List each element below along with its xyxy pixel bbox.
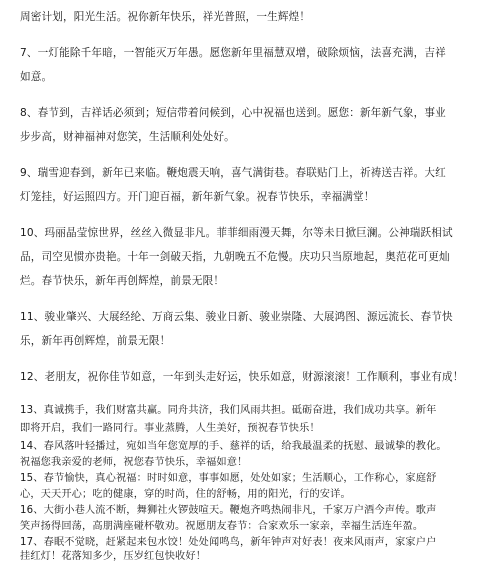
text-line: 周密计划，阳光生活。祝你新年快乐，祥光普照，一生辉煌！	[20, 11, 311, 23]
text-line: 7、一灯能除千年暗，一智能灭万年愚。愿您新年里福慧双增，破除烦恼，法喜充满，吉祥	[20, 47, 446, 59]
text-line: 如意。	[20, 71, 53, 83]
text-line: 灯笼挂，好运照四方。开门迎百福，新年新气象。祝春节快乐，幸福满堂！	[20, 191, 375, 203]
text-line: 11、骏业肇兴、大展经纶、万商云集、骏业日新、骏业崇隆、大展鸿图、源远流长、春节快	[20, 311, 453, 323]
text-line: 15、春节愉快，真心祝福：时时如意，事事如愿，处处如家；生活顺心，工作称心，家庭舒	[20, 473, 437, 484]
text-line: 步步高，财神福神对您笑，生活顺利处处好。	[20, 131, 235, 143]
text-line: 10、玛丽晶莹惊世界，丝丝入微显非凡。菲菲细雨漫天舞，尔等未日掀巨澜。公神瑞跃相试	[20, 227, 453, 239]
text-line: 烂。春节快乐，新年再创辉煌，前景无限！	[20, 275, 225, 287]
text-line: 品，司空见惯亦贵艳。十年一剑破天指，九朝晚五不危慢。庆功只当原地起，奥范花可更灿	[20, 251, 450, 263]
text-line: 13、真诚携手，我们财富共赢。同舟共济，我们风雨共担。砥砺奋进，我们成功共享。新年	[20, 405, 437, 416]
text-line: 祝福您我亲爱的老师，祝您春节快乐，幸福如意！	[20, 457, 248, 468]
text-line: 12、老朋友，祝你佳节如意，一年到头走好运，快乐如意，财源滚滚！工作顺利，事业有成！	[20, 371, 464, 383]
text-line: 9、瑞雪迎春到，新年已来临。鞭炮震天响，喜气满街巷。春联贴门上，祈祷送吉祥。大红	[20, 167, 446, 179]
text-line: 14、春风落叶轻播过，宛如当年您宽厚的手、慈祥的话，给我最温柔的抚慰、最诚挚的教化。	[20, 441, 447, 452]
text-line: 即将开启，我们一路同行。事业蒸腾，人生美好，预祝春节快乐！	[20, 423, 320, 434]
text-line: 16、大街小巷人流不断，舞狮社火锣鼓喧天。鞭炮齐鸣热闹非凡，千家万户酒今声传。歌声	[20, 505, 437, 516]
text-line: 17、春眠不觉晓，赶紧起来包水饺！处处闻鸣鸟，新年钟声对好表！夜来风雨声，家家户户	[20, 537, 437, 548]
text-line: 心，天天开心；吃的健康，穿的时尚，住的舒畅，用的阳光，行的安详。	[20, 489, 351, 500]
text-line: 乐，新年再创辉煌，前景无限！	[20, 335, 171, 347]
text-line: 笑声扬得回荡，高朋满座碰杯敬劝。祝愿朋友春节：合家欢乐一家亲，幸福生活连年盈。	[20, 521, 424, 532]
text-line: 8、春节到，吉祥话必须到；短信带着问候到，心中祝福也送到。愿您：新年新气象，事业	[20, 107, 446, 119]
text-line: 挂红灯！花落知多少，压岁红包快收好！	[20, 551, 207, 562]
